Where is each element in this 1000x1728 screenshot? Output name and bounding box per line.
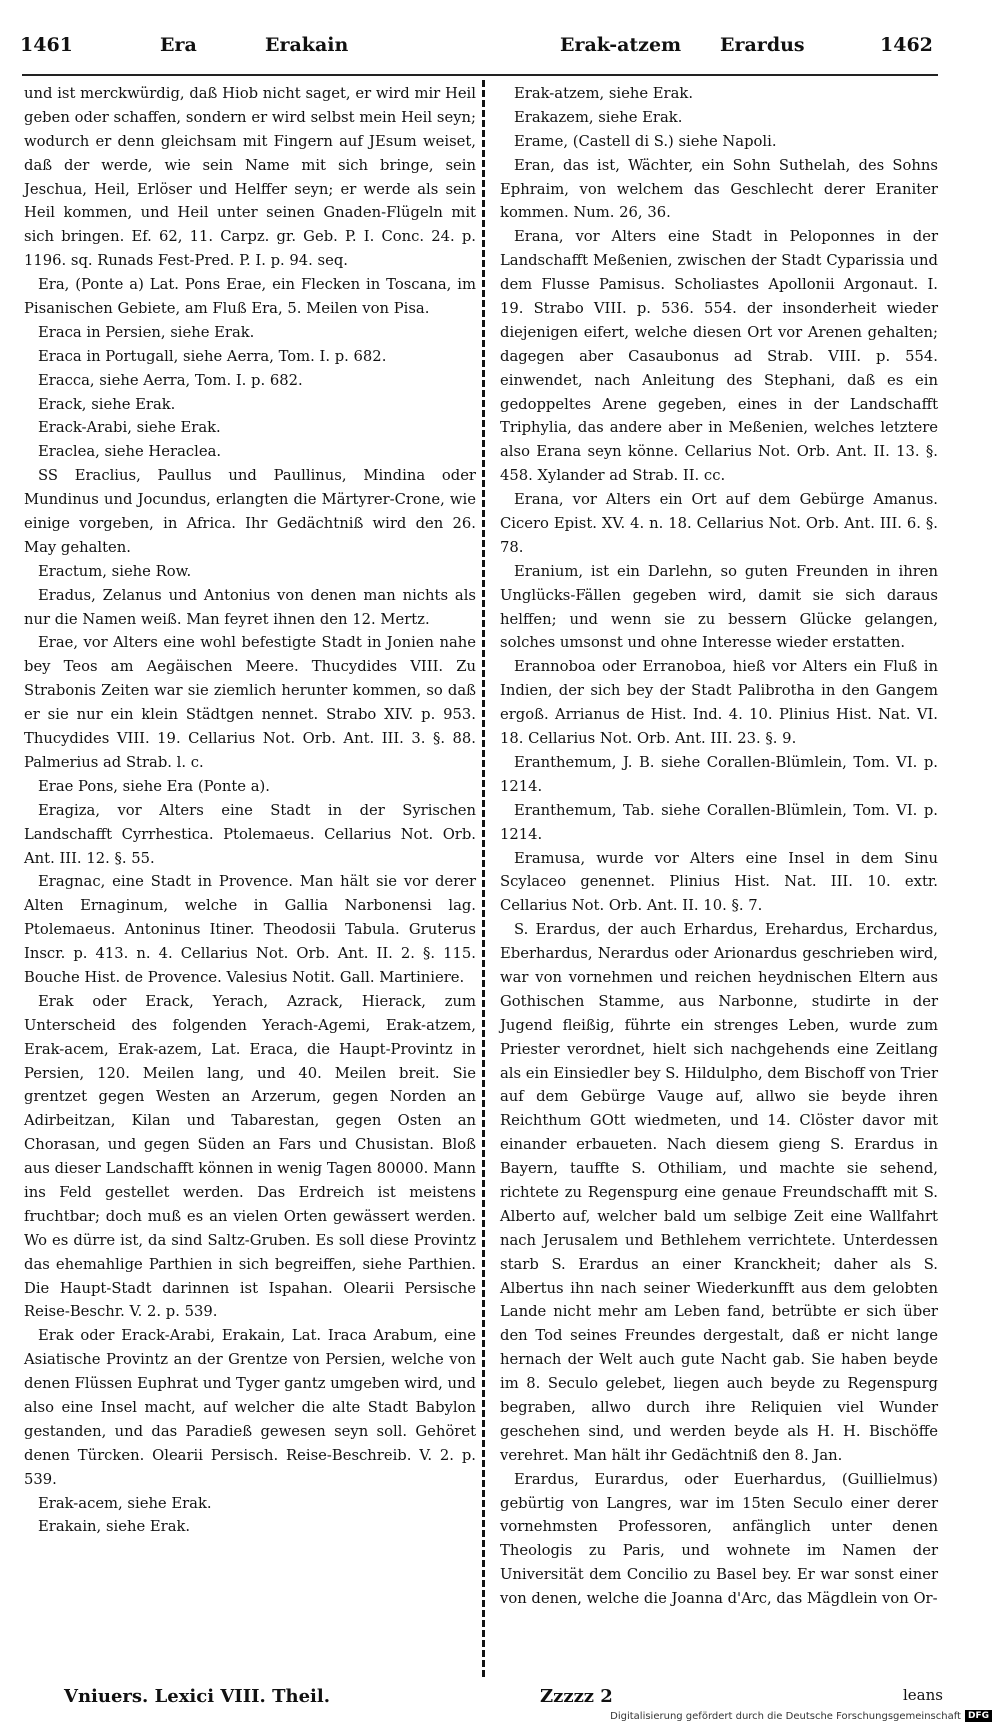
entry: Eragiza, vor Alters eine Stadt in der Syrischen Landschafft Cyrrhestica. Ptolemaeus. Cellarius Not. Orb. Ant. III. 12. §. 55. xyxy=(24,801,476,867)
entry: Eramusa, wurde vor Alters eine Insel in dem Sinu Scylaceo genennet. Plinius Hist. Nat. III. 10. extr. Cellarius Not. Orb. Ant. II. 10. §. 7. xyxy=(500,849,938,915)
entry: Eraca in Persien, siehe Erak. xyxy=(38,323,255,341)
entry: Eranthemum, J. B. siehe Corallen-Blümlein, Tom. VI. p. 1214. xyxy=(500,753,938,795)
entry: Erakazem, siehe Erak. xyxy=(514,108,683,126)
page-number-right: 1462 xyxy=(880,34,933,56)
guide-word-left-1: Era xyxy=(160,34,197,56)
entry: Erak-acem, siehe Erak. xyxy=(38,1494,212,1512)
page-number-left: 1461 xyxy=(20,34,73,56)
entry: Era, (Ponte a) Lat. Pons Erae, ein Flecken in Toscana, im Pisanischen Gebiete, am Fluß Era, 5. Meilen von Pisa. xyxy=(24,276,476,318)
header-rule xyxy=(22,74,938,76)
entry: Erakain, siehe Erak. xyxy=(38,1518,191,1536)
entry: Erame, (Castell di S.) siehe Napoli. xyxy=(514,132,777,150)
entry: Erack-Arabi, siehe Erak. xyxy=(38,419,221,437)
right-column xyxy=(500,82,938,1611)
digitization-credit xyxy=(610,1710,992,1722)
entry: S. Erardus, der auch Erhardus, Erehardus, Erchardus, Eberhardus, Nerardus oder Arionardus geschrieben wird, war von vornehmen und reichen heydnischen Eltern aus Gothischen Stamme, aus Narbonne, studirte in der Jugend fleißig, führte ein strenges Leben, wurde zum Priester verordnet, hielt sich nachgehends eine Zeitlang als ein Einsiedler bey S. Hildulpho, dem Bischoff von Trier auf dem Gebürge Vauge auf, allwo sie beyde ihren Reichthum GOtt wiedmeten, und 14. Clöster davor mit einander erbaueten. Nach diesem gieng S. Erardus in Bayern, tauffte S. Othiliam, und machte sie sehend, richtete zu Regenspurg eine genaue Freundschafft mit S. Alberto auf, welcher bald um selbige Zeit eine Wallfahrt nach Jerusalem und Bethlehem verrichtete. Unterdessen starb S. Erardus an einer Kranckheit; daher als S. Albertus ihn nach seiner Wiederkunfft aus dem gelobten Lande nicht mehr am Leben fand, betrübte er sich über den Tod seines Freundes dergestalt, daß er nicht lange hernach der Welt auch gute Nacht gab. Sie haben beyde im 8. Seculo gelebet, liegen auch beyde zu Regenspurg begraben, allwo durch ihre Reliquien viel Wunder geschehen sind, und werden beyde als H. H. Bischöffe verehret. Man hält ihr Gedächtniß den 8. Jan. xyxy=(500,921,938,1464)
entry: Eraclea, siehe Heraclea. xyxy=(38,443,222,461)
entry: Eragnac, eine Stadt in Provence. Man hält sie vor derer Alten Ernaginum, welche in Gallia Narbonensi lag. Ptolemaeus. Antoninus Itiner. Theodosii Tabula. Gruterus Inscr. p. 413. n. 4. Cellarius Not. Orb. Ant. II. 2. §. 115. Bouche Hist. de Provence. Valesius Notit. Gall. Martiniere. xyxy=(24,873,476,986)
entry: Eranthemum, Tab. siehe Corallen-Blümlein, Tom. VI. p. 1214. xyxy=(500,801,938,843)
entry: Eraca in Portugall, siehe Aerra, Tom. I. p. 682. xyxy=(38,347,387,365)
guide-word-right-1: Erak-atzem xyxy=(560,34,682,56)
entry: Erae Pons, siehe Era (Ponte a). xyxy=(38,777,270,795)
guide-word-right-2: Erardus xyxy=(720,34,805,56)
credit-text: Digitalisierung gefördert durch die Deutsche Forschungsgemeinschaft xyxy=(610,1710,961,1722)
entry: Erana, vor Alters ein Ort auf dem Gebürge Amanus. Cicero Epist. XV. 4. n. 18. Cellarius Not. Orb. Ant. III. 6. §. 78. xyxy=(500,491,938,556)
entry: Erak oder Erack-Arabi, Erakain, Lat. Iraca Arabum, eine Asiatische Provintz an der Grentze von Persien, welche von denen Flüssen Euphrat und Tyger gantz umgeben wird, und also eine Insel macht, auf welcher die alte Stadt Babylon gestanden, und das Paradieß gewesen seyn soll. Gehöret denen Türcken. Olearii Persisch. Reise-Beschreib. V. 2. p. 539. xyxy=(24,1327,476,1488)
entry: Eranium, ist ein Darlehn, so guten Freunden in ihren Unglücks-Fällen gegeben wird, damit sie sich daraus helffen; und wenn sie zu bessern Glücke gelangen, solches umsonst und ohne Interesse wieder erstatten. xyxy=(500,562,938,652)
entry: Erardus, Eurardus, oder Euerhardus, (Guillielmus) gebürtig von Langres, war im 15ten Seculo einer derer vornehmsten Professoren, anfänglich unter denen Theologis zu Paris, und wohnete im Namen der Universität dem Concilio zu Basel bey. Er war sonst einer von denen, welche die Joanna d'Arc, das Mägdlein von Or- xyxy=(500,1470,938,1608)
entry: Erannoboa oder Erranoboa, hieß vor Alters ein Fluß in Indien, der sich bey der Stadt Palibrotha in den Gangem ergoß. Arrianus de Hist. Ind. 4. 10. Plinius Hist. Nat. VI. 18. Cellarius Not. Orb. Ant. III. 23. §. 9. xyxy=(500,658,938,748)
volume-signature: Vniuers. Lexici VIII. Theil. xyxy=(64,1686,330,1707)
entry: und ist merckwürdig, daß Hiob nicht saget, er wird mir Heil geben oder schaffen, sondern er wird selbst mein Heil seyn; wodurch er denn gleichsam mit Fingern auf JEsum weiset, daß der werde, wie sein Name mit sich bringe, sein Jeschua, Heil, Erlöser und Helffer seyn; er werde als sein Heil kommen, und Heil unter seinen Gnaden-Flügeln mit sich bringen. Ef. 62, 11. Carpz. gr. Geb. P. I. Conc. 24. p. 1196. sq. Runads Fest-Pred. P. I. p. 94. seq. xyxy=(24,85,476,270)
left-column xyxy=(24,82,476,1539)
guide-word-left-2: Erakain xyxy=(265,34,349,56)
entry: Eran, das ist, Wächter, ein Sohn Suthelah, des Sohns Ephraim, von welchem das Geschlecht derer Eraniter kommen. Num. 26, 36. xyxy=(500,156,938,222)
entry: Erana, vor Alters eine Stadt in Peloponnes in der Landschafft Meßenien, zwischen der Stadt Cyparissia und dem Flusse Pamisus. Scholiastes Apollonii Argonaut. I. 19. Strabo VIII. p. 536. 554. der insonderheit wieder diejenigen eifert, welche diesen Ort vor Arenen gehalten; dagegen aber Casaubonus ad Strab. VIII. p. 554. einwendet, nach Anleitung des Stephani, daß es ein gedoppeltes Arene gegeben, eines in der Landschafft Triphylia, das andere aber in Meßenien, welches letztere also Erana seyn könne. Cellarius Not. Orb. Ant. II. 13. §. 458. Xylander ad Strab. II. cc. xyxy=(500,228,938,485)
catchword: leans xyxy=(903,1686,943,1704)
entry: Eradus, Zelanus und Antonius von denen man nichts als nur die Namen weiß. Man feyret ihnen den 12. Mertz. xyxy=(24,586,476,628)
entry: Erak oder Erack, Yerach, Azrack, Hierack, zum Unterscheid des folgenden Yerach-Agemi, Erak-atzem, Erak-acem, Erak-azem, Lat. Eraca, die Haupt-Provintz in Persien, 120. Meilen lang, und 40. Meilen breit. Sie grentzet gegen Westen an Arzerum, gegen Norden an Adirbeitzan, Kilan und Tabarestan, gegen Osten an Chorasan, und gegen Süden an Fars und Chusistan. Bloß aus dieser Landschafft können in wenig Tagen 80000. Mann ins Feld gestellet werden. Das Erdreich ist meistens fruchtbar; doch muß es an vielen Orten gewässert werden. Wo es dürre ist, da sind Saltz-Gruben. Es soll diese Provintz das ehemahlige Parthien in sich begreiffen, siehe Parthien. Die Haupt-Stadt darinnen ist Ispahan. Olearii Persische Reise-Beschr. V. 2. p. 539. xyxy=(24,992,476,1321)
entry: Erack, siehe Erak. xyxy=(38,395,176,413)
column-divider xyxy=(482,80,485,1680)
signature-mark: Zzzzz 2 xyxy=(540,1686,613,1707)
running-header xyxy=(20,28,940,68)
dfg-logo-icon: DFG xyxy=(965,1710,992,1722)
entry: Eractum, siehe Row. xyxy=(38,562,192,580)
entry: Erak-atzem, siehe Erak. xyxy=(514,85,694,102)
entry: Eracca, siehe Aerra, Tom. I. p. 682. xyxy=(38,371,303,389)
entry: Erae, vor Alters eine wohl befestigte Stadt in Jonien nahe bey Teos am Aegäischen Meere. Thucydides VIII. Zu Strabonis Zeiten war sie ziemlich herunter kommen, so daß er sie nur ein klein Städtgen nennet. Strabo XIV. p. 953. Thucydides VIII. 19. Cellarius Not. Orb. Ant. III. 3. §. 88. Palmerius ad Strab. l. c. xyxy=(24,634,476,771)
entry: SS Eraclius, Paullus und Paullinus, Mindina oder Mundinus und Jocundus, erlangten die Märtyrer-Crone, wie einige vorgeben, in Africa. Ihr Gedächtniß wird den 26. May gehalten. xyxy=(24,467,476,556)
